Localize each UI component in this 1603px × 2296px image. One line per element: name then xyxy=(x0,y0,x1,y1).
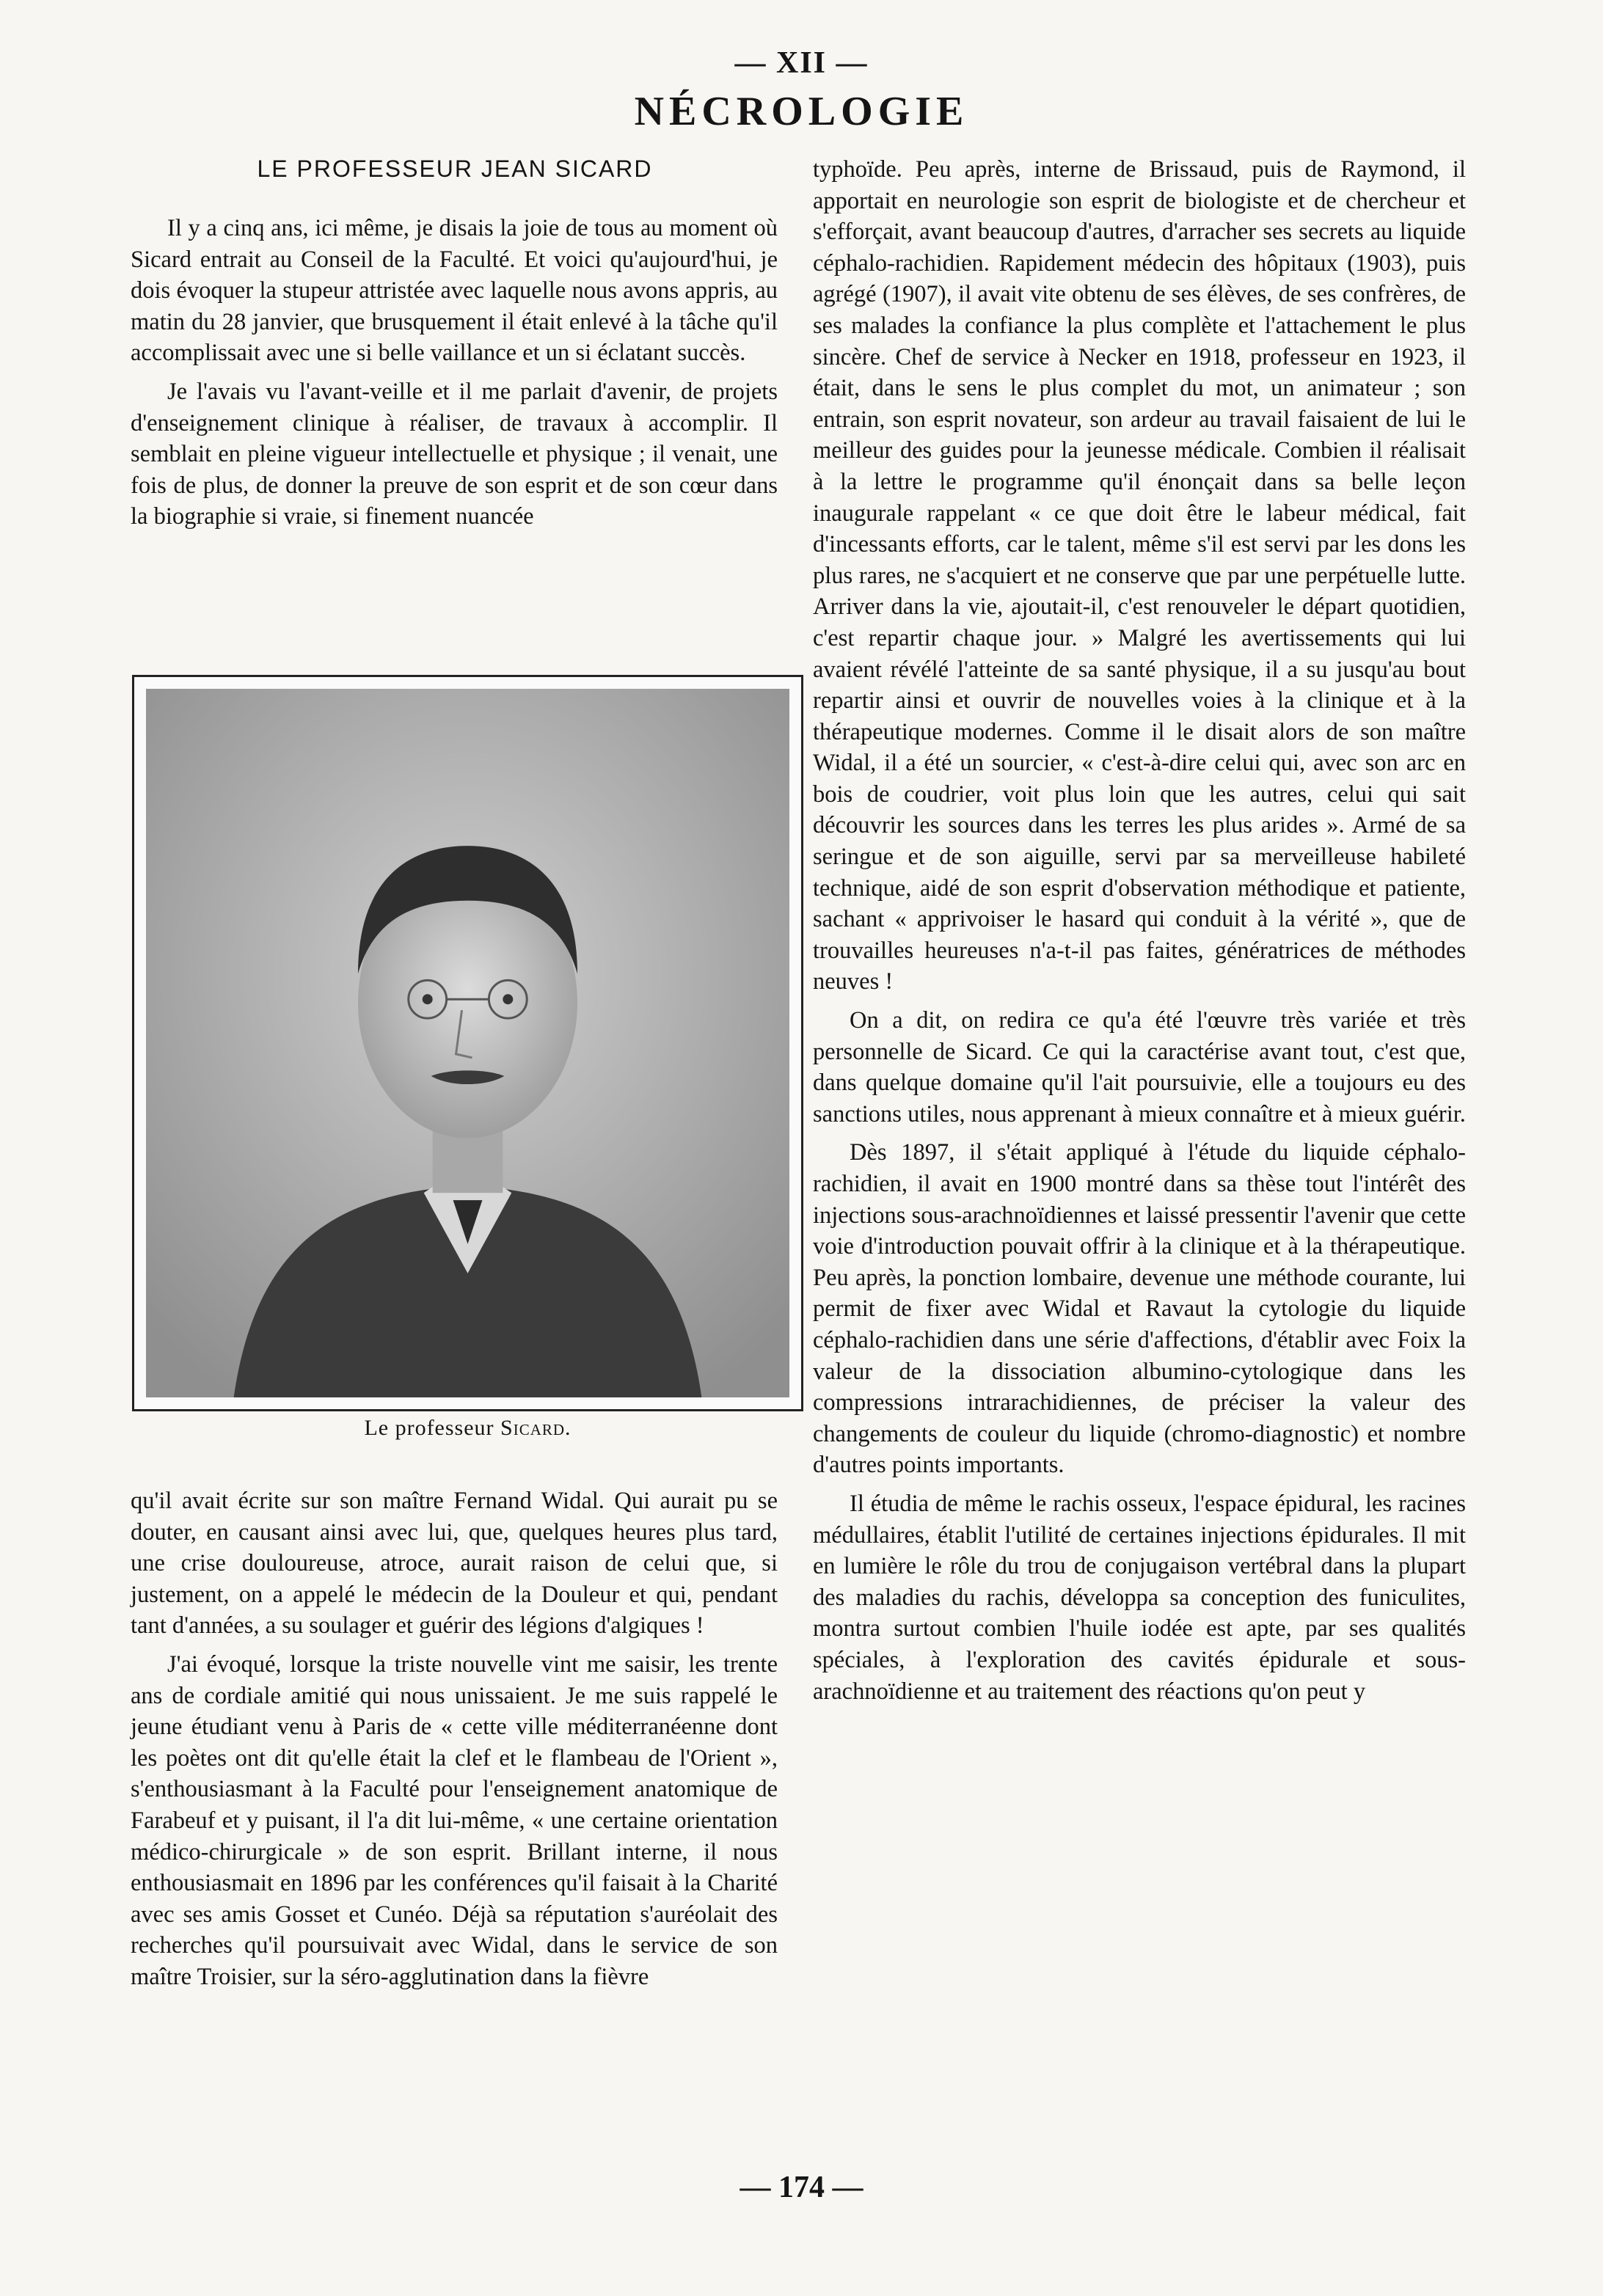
paragraph: Je l'avais vu l'avant-veille et il me parlait d'avenir, de projets d'enseignement clinique à réaliser, de travaux à accomplir. Il semblait en pleine vigueur intellectuelle et physique ; il venait, une fois de plus, de donner la preuve de son esprit et de son cœur dans la biographie si vraie, si finement nuancée xyxy=(131,378,778,530)
paragraph: On a dit, on redira ce qu'a été l'œuvre très variée et très personnelle de Sicard. Ce qui la caractérise avant tout, c'est que, dans quelque domaine qu'il l'ait poursuivie, elle a toujours eu des sanctions utiles, nous apprenant à mieux connaître et à mieux guérir. xyxy=(813,1007,1466,1127)
page-number: — 174 — xyxy=(740,2171,863,2204)
paragraph: J'ai évoqué, lorsque la triste nouvelle vint me saisir, les trente ans de cordiale amitié qui nous unissaient. Je me suis rappelé le jeune étudiant venu à Paris de « cette ville méditerranéenne dont les poètes ont dit qu'elle était la clef et le flambeau de l'Orient », s'enthousiasmant à la Faculté pour l'enseignement anatomique de Farabeuf et y puisant, il l'a dit lui-même, « une certaine orientation médico-chirurgicale » de son esprit. Brillant interne, il nous enthousiasmait en 1896 par les conférences qu'il faisait à la Charité avec ses amis Gosset et Cunéo. Déjà sa réputation s'auréolait des recherches qu'il poursuivait avec Widal, dans le service de son maître Troisier, sur la séro-agglutination dans la fièvre xyxy=(131,1650,778,1990)
section-heading: NÉCROLOGIE xyxy=(634,89,969,134)
right-column xyxy=(813,154,1466,1707)
paragraph: Il y a cinq ans, ici même, je disais la joie de tous au moment où Sicard entrait au Conseil de la Faculté. Et voici qu'aujourd'hui, je dois évoquer la stupeur attristée avec laquelle nous avons appris, au matin du 28 janvier, que brusquement il était enlevé à la tâche qu'il accomplissait avec une si belle vaillance et un si éclatant succès. xyxy=(131,215,778,367)
portrait-illustration xyxy=(146,689,789,1397)
portrait-photo xyxy=(132,675,803,1411)
paragraph: typhoïde. Peu après, interne de Brissaud, puis de Raymond, il apportait en neurologie son esprit de biologiste et de chercheur et s'efforçait, avant beaucoup d'autres, d'arracher ses secrets au liquide céphalo-rachidien. Rapidement médecin des hôpitaux (1903), puis agrégé (1907), il avait vite obtenu de ses élèves, de ses confrères, de ses malades la confiance la plus complète et l'attachement le plus sincère. Chef de service à Necker en 1918, professeur en 1923, il était, dans le sens le plus complet du mot, un animateur ; son entrain, son esprit novateur, son ardeur au travail faisaient de lui le meilleur des guides pour la jeunesse médicale. Combien il réalisait à la lettre le programme qu'il énonçait dans sa belle leçon inaugurale rappelant « ce que doit être le labeur médical, fait d'incessants efforts, car le talent, même s'il est servi par les dons les plus rares, ne s'acquiert et ne conserve que par une perpétuelle lutte. Arriver dans la vie, ajoutait-il, c'est renouveler le départ quotidien, c'est repartir chaque jour. » Malgré les avertissements qui lui avaient révélé l'atteinte de sa santé physique, il a su jusqu'au bout repartir ainsi et ouvrir de nouvelles voies à la clinique et à la thérapeutique modernes. Comme il le disait alors de son maître Widal, il a été un sourcier, « c'est-à-dire celui qui, avec son arc en bois de coudrier, voit plus loin que les autres, celui qui sait découvrir les sources dans les terres les plus arides ». Armé de sa seringue et de son aiguille, servi par sa merveilleuse habileté technique, aidé de son esprit d'observation méthodique et patiente, sachant « apprivoiser le hasard qui conduit à la vérité », que de trouvailles heureuses n'a-t-il pas faites, génératrices de méthodes neuves ! xyxy=(813,156,1466,995)
caption-name: Sicard. xyxy=(500,1416,572,1440)
caption-prefix: Le professeur xyxy=(364,1416,494,1440)
left-column-bottom xyxy=(131,1485,778,1993)
left-column-top xyxy=(131,213,778,533)
paragraph: qu'il avait écrite sur son maître Fernand Widal. Qui aurait pu se douter, en causant ainsi avec lui, que, quelques heures plus tard, une crise douloureuse, atroce, aurait raison de celui que, si justement, on a appelé le médecin de la Douleur et qui, pendant tant d'années, a su soulager et guérir des légions d'algiques ! xyxy=(131,1488,778,1639)
roman-page-marker: — XII — xyxy=(734,46,869,80)
photo-caption xyxy=(132,1416,803,1441)
paragraph: Il étudia de même le rachis osseux, l'espace épidural, les racines médullaires, établit l'utilité de certaines injections épidurales. Il mit en lumière le rôle du trou de conjugaison vertébral dans la plupart des maladies du rachis, développa sa conception des funiculites, montra surtout combien l'huile iodée est apte, par ses qualités spéciales, à l'exploration des cavités épidurale et sous-arachnoïdienne et au traitement des réactions qu'on peut y xyxy=(813,1490,1466,1705)
paragraph: Dès 1897, il s'était appliqué à l'étude du liquide céphalo-rachidien, il avait en 1900 montré dans sa thèse tout l'intérêt des injections sous-arachnoïdiennes et laissé pressentir l'avenir que cette voie d'introduction pouvait offrir à la clinique et à la thérapeutique. Peu après, la ponction lombaire, devenue une méthode courante, lui permit de fixer avec Widal et Ravaut la cytologie du liquide céphalo-rachidien dans une série d'affections, d'établir avec Foix la valeur de la dissociation albumino-cytologique dans les compressions intrarachidiennes, de préciser la valeur des changements de couleur du liquide (chromo-diagnostic) et nombre d'autres points importants. xyxy=(813,1139,1466,1479)
article-title: LE PROFESSEUR JEAN SICARD xyxy=(257,156,653,182)
